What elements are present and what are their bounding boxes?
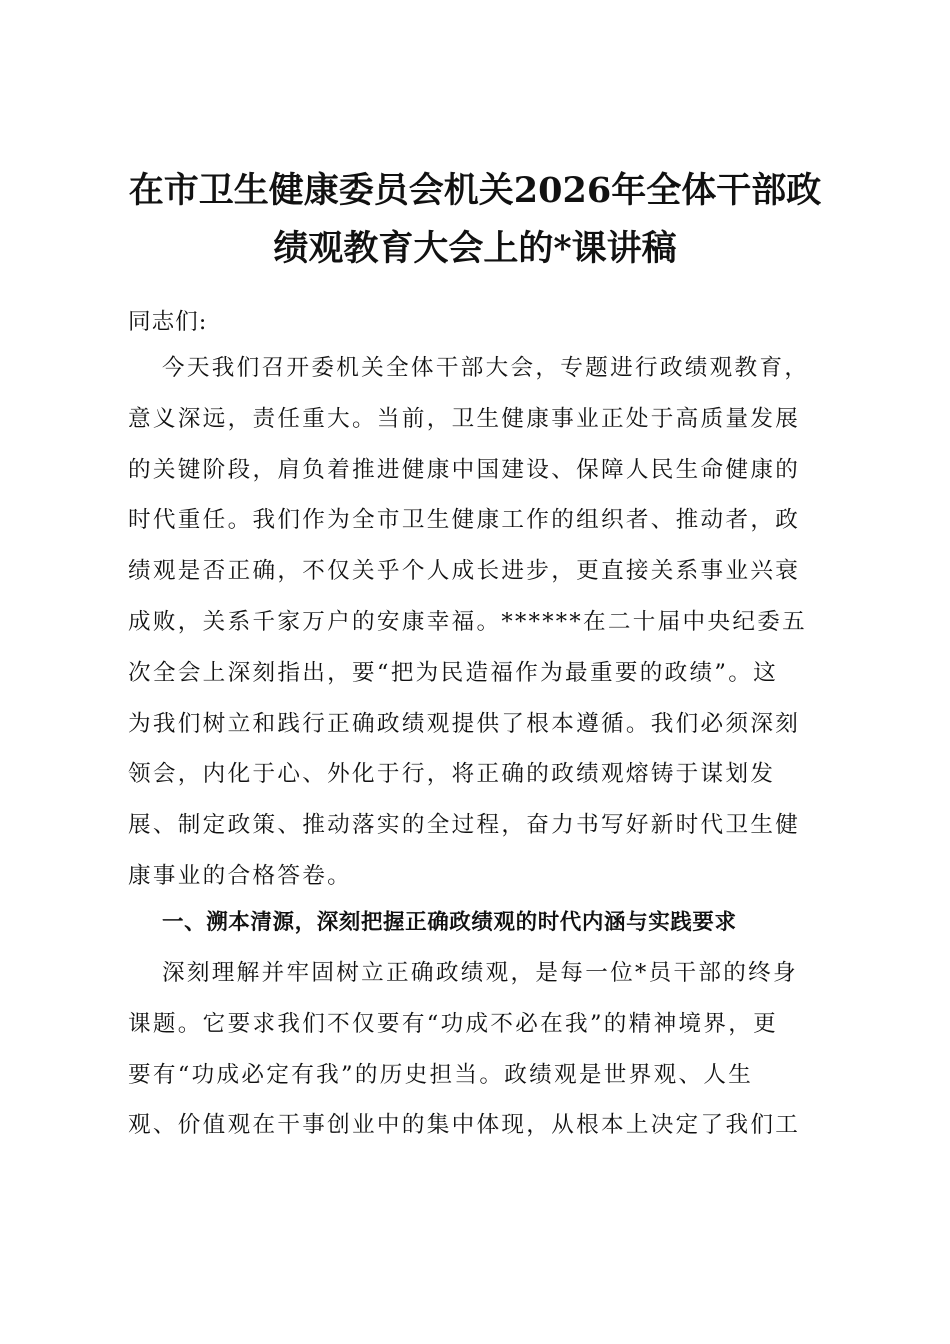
title-line-2: 绩观教育大会上的*课讲稿 [273, 228, 677, 269]
paragraph-line: 康事业的合格答卷。 [128, 862, 353, 889]
paragraph-line: 的关键阶段，肩负着推进健康中国建设、保障人民生命健康的 [128, 456, 801, 483]
title-line-1: 在市卫生健康委员会机关2026年全体干部政 [128, 170, 822, 211]
paragraph-line: 意义深远，责任重大。当前，卫生健康事业正处于高质量发展 [128, 405, 801, 432]
paragraph-line: 深刻理解并牢固树立正确政绩观，是每一位*员干部的终身 [162, 960, 798, 986]
document-title [120, 162, 830, 278]
section-heading-1: 一、溯本清源，深刻把握正确政绩观的时代内涵与实践要求 [162, 910, 737, 935]
salutation: 同志们: [128, 309, 208, 335]
paragraph-line: 时代重任。我们作为全市卫生健康工作的组织者、推动者，政 [128, 507, 801, 534]
paragraph-line: 今天我们召开委机关全体干部大会，专题进行政绩观教育， [162, 355, 810, 381]
paragraph-line: 为我们树立和践行正确政绩观提供了根本遵循。我们必须深刻 [128, 710, 801, 737]
paragraph-line: 领会，内化于心、外化于行，将正确的政绩观熔铸于谋划发 [128, 761, 776, 788]
intro-paragraph [128, 343, 828, 902]
paragraph-line: 展、制定政策、推动落实的全过程，奋力书写好新时代卫生健 [128, 812, 801, 839]
paragraph-line: 课题。它要求我们不仅要有“功成不必在我”的精神境界，更 [128, 1010, 779, 1037]
paragraph-line: 成败，关系千家万户的安康幸福。******在二十届中央纪委五 [128, 608, 808, 635]
paragraph-line: 观、价值观在干事创业中的集中体现，从根本上决定了我们工 [128, 1112, 801, 1139]
section-1-paragraph [128, 948, 828, 1151]
paragraph-line: 要有“功成必定有我”的历史担当。政绩观是世界观、人生 [128, 1061, 754, 1088]
paragraph-line: 绩观是否正确，不仅关乎个人成长进步，更直接关系事业兴衰 [128, 558, 801, 585]
paragraph-line: 次全会上深刻指出，要“把为民造福作为最重要的政绩”。这 [128, 659, 779, 686]
